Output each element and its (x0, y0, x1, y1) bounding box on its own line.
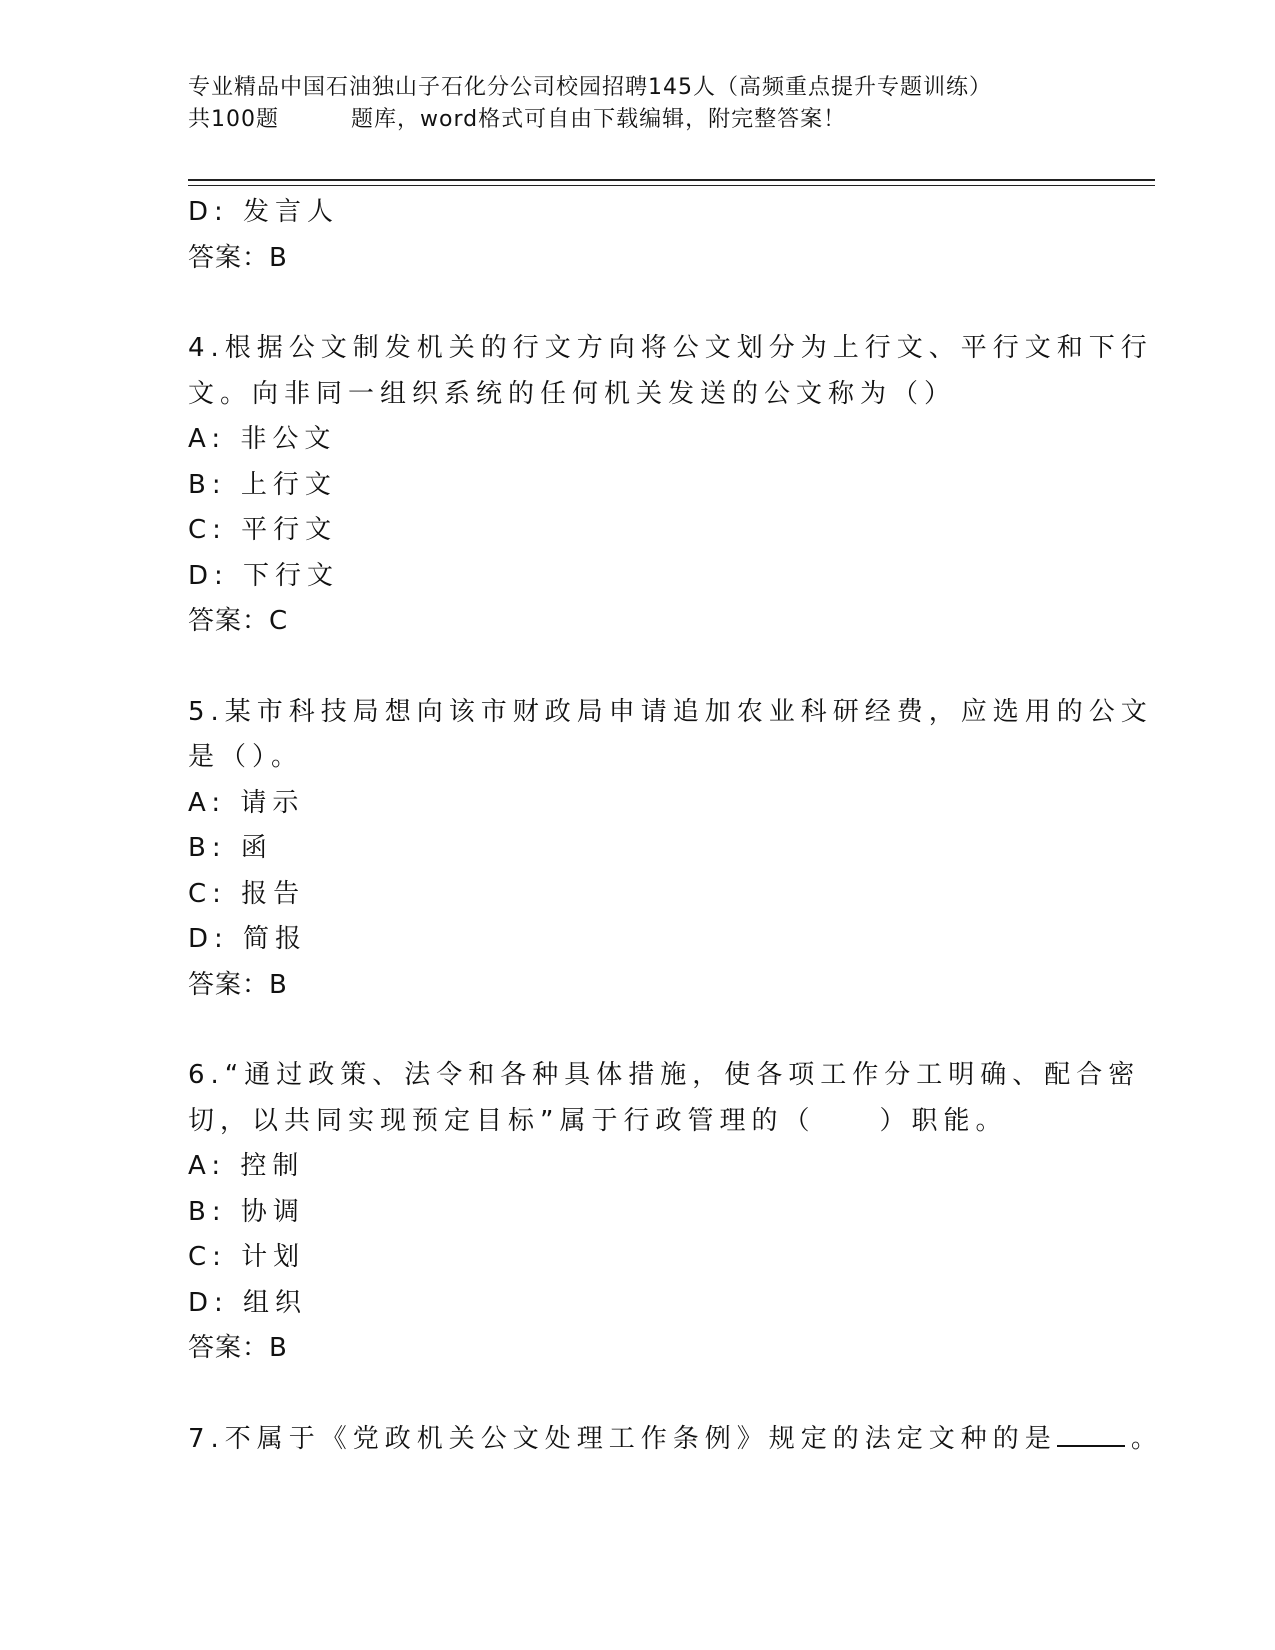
header-description: 题库，word格式可自由下载编辑，附完整答案！ (351, 107, 847, 132)
spacer (188, 645, 1088, 690)
q5-option-a: A: 请示 (188, 787, 305, 818)
q5-stem-line2: 是（）。 (188, 742, 304, 772)
header-subtitle (188, 104, 1148, 136)
page-header (188, 72, 1148, 136)
q6-option-d: D: 组织 (188, 1287, 308, 1318)
question-list (188, 190, 1163, 1462)
spacer (188, 281, 1088, 326)
header-question-count: 共100题 (188, 107, 279, 132)
header-divider-thin (188, 185, 1155, 186)
spacer (188, 1008, 1088, 1053)
q6-stem-line2: 切，以共同实现预定目标”属于行政管理的（ ）职能。 (188, 1105, 1008, 1136)
q3-answer: 答案：B (188, 242, 288, 273)
q4-option-a: A: 非公文 (188, 424, 337, 454)
q6-option-b: B: 协调 (188, 1196, 305, 1227)
q7-stem-end: 。 (1130, 1423, 1163, 1454)
q5-answer: 答案：B (188, 969, 288, 1000)
q5-option-b: B: 函 (188, 833, 273, 863)
spacer (188, 1372, 1088, 1417)
q4-option-c: C: 平行文 (188, 515, 338, 545)
header-title: 专业精品中国石油独山子石化分公司校园招聘145人（高频重点提升专题训练） (188, 75, 992, 100)
q5-stem-line1: 5.某市科技局想向该市财政局申请追加农业科研经费，应选用的公文 (188, 696, 1153, 727)
q7-stem-text: 7.不属于《党政机关公文处理工作条例》规定的法定文种的是 (188, 1423, 1057, 1454)
q4-stem-line1: 4.根据公文制发机关的行文方向将公文划分为上行文、平行文和下行 (188, 333, 1153, 363)
q5-option-d: D: 简报 (188, 924, 308, 954)
fill-blank (1057, 1423, 1125, 1447)
q6-stem-line1: 6.“通过政策、法令和各种具体措施，使各项工作分工明确、配合密 (188, 1060, 1141, 1090)
q4-answer: 答案：C (188, 606, 289, 636)
q4-option-b: B: 上行文 (188, 469, 337, 500)
q5-option-c: C: 报告 (188, 878, 306, 909)
q3-option-d: D: 发言人 (188, 197, 340, 227)
q4-option-d: D: 下行文 (188, 560, 340, 591)
q7-stem (188, 1417, 1163, 1463)
header-divider-thick (188, 179, 1155, 181)
q6-option-c: C: 计划 (188, 1242, 306, 1272)
q4-stem-line2: 文。向非同一组织系统的任何机关发送的公文称为（） (188, 378, 957, 409)
q6-option-a: A: 控制 (188, 1151, 305, 1181)
q6-answer: 答案：B (188, 1333, 288, 1363)
